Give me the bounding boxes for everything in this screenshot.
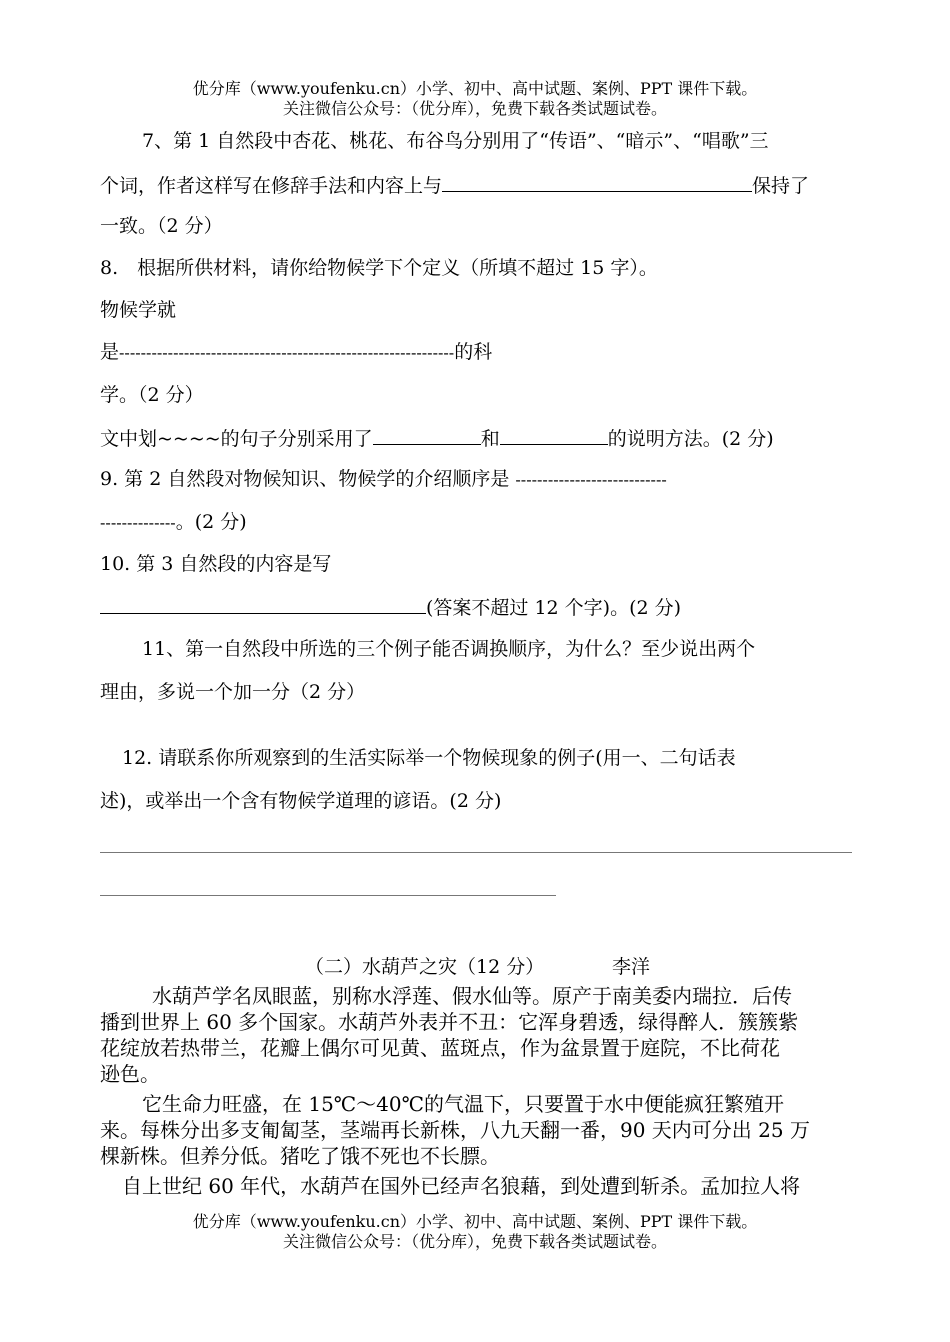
footer-line-1: 优分库（www.youfenku.cn）小学、初中、高中试题、案例、PPT 课件下载。	[192, 1212, 758, 1231]
q11-line-2: 理由，多说一个加一分（2 分）	[100, 681, 366, 703]
q8-line-5	[100, 425, 774, 451]
q12-answer-line-1[interactable]	[100, 852, 852, 853]
passage-p1-line-1: 水葫芦学名凤眼蓝，别称水浮莲、假水仙等。原产于南美委内瑞拉．后传	[152, 984, 792, 1008]
q7-line-2-text: 个词，作者这样写在修辞手法和内容上与	[100, 175, 443, 197]
q8-line-2: 物候学就	[100, 299, 177, 321]
passage-p2-line-1: 它生命力旺盛，在 15℃～40℃的气温下，只要置于水中便能疯狂繁殖开	[142, 1092, 785, 1116]
q9-answer-dashes-1[interactable]: ----------------------------	[515, 470, 667, 489]
q8-line-5-tail: 的说明方法。(2 分)	[607, 428, 774, 450]
q8-answer-dashes[interactable]: --------------------------------------------------------------	[119, 343, 455, 362]
q9-line-2-tail: 。(2 分)	[175, 511, 247, 533]
q8-method-blank-2[interactable]	[500, 425, 608, 445]
passage-p1-line-2: 播到世界上 60 多个国家。水葫芦外表并不丑：它浑身碧透，绿得醉人．簇簇紫	[100, 1010, 799, 1034]
passage-p1-line-4: 逊色。	[100, 1062, 160, 1086]
passage-p3-line-1: 自上世纪 60 年代，水葫芦在国外已经声名狼藉，到处遭到斩杀。孟加拉人将	[122, 1174, 801, 1198]
q10-line-2	[100, 594, 681, 620]
q11-line-1: 11、第一自然段中所选的三个例子能否调换顺序，为什么？至少说出两个	[142, 638, 756, 660]
q10-line-2-tail: (答案不超过 12 个字)。(2 分)	[426, 597, 682, 619]
q8-line-3-text: 是	[100, 341, 120, 363]
q12-answer-line-2[interactable]	[100, 895, 556, 896]
q12-line-1: 12. 请联系你所观察到的生活实际举一个物候现象的例子(用一、二句话表	[122, 747, 736, 769]
q9-line-1	[100, 467, 667, 492]
footer-line-2: 关注微信公众号：（优分库），免费下载各类试题试卷。	[282, 1232, 667, 1251]
q8-line-1: 8. 根据所供材料，请你给物候学下个定义（所填不超过 15 字）。	[100, 257, 658, 279]
q8-line-5-and: 和	[480, 428, 500, 450]
q8-line-5-text: 文中划~~~~的句子分别采用了	[100, 428, 373, 450]
q7-line-3: 一致。（2 分）	[100, 215, 223, 237]
q7-line-2-tail: 保持了	[752, 175, 810, 197]
q10-answer-blank[interactable]	[100, 594, 426, 614]
q9-line-1-text: 9. 第 2 自然段对物候知识、物候学的介绍顺序是	[100, 468, 516, 490]
q8-line-3	[100, 340, 492, 365]
q10-line-1: 10. 第 3 自然段的内容是写	[100, 553, 332, 575]
q7-line-2	[100, 172, 809, 198]
section-author: 李洋	[612, 956, 651, 978]
q9-answer-dashes-2[interactable]: --------------	[100, 513, 176, 532]
q8-line-3-tail: 的科	[454, 341, 493, 363]
q8-line-4: 学。（2 分）	[100, 384, 204, 406]
section-title: （二）水葫芦之灾（12 分）	[305, 956, 545, 978]
q12-line-2: 述)，或举出一个含有物候学道理的谚语。(2 分)	[100, 790, 502, 812]
passage-p1-line-3: 花绽放若热带兰，花瓣上偶尔可见黄、蓝斑点，作为盆景置于庭院，不比荷花	[100, 1036, 780, 1060]
header-line-2: 关注微信公众号：（优分库），免费下载各类试题试卷。	[282, 99, 667, 118]
header-line-1: 优分库（www.youfenku.cn）小学、初中、高中试题、案例、PPT 课件下载。	[192, 79, 758, 98]
q8-method-blank-1[interactable]	[373, 425, 481, 445]
passage-p2-line-2: 来。每株分出多支匍匐茎，茎端再长新株，八九天翻一番，90 天内可分出 25 万	[100, 1118, 810, 1142]
q9-line-2	[100, 510, 247, 535]
passage-p2-line-3: 棵新株。但养分低。猪吃了饿不死也不长膘。	[100, 1144, 500, 1168]
q7-answer-blank[interactable]	[442, 172, 752, 192]
q7-line-1: 7、第 1 自然段中杏花、桃花、布谷鸟分别用了“传语”、“暗示”、“唱歌”三	[142, 130, 769, 152]
